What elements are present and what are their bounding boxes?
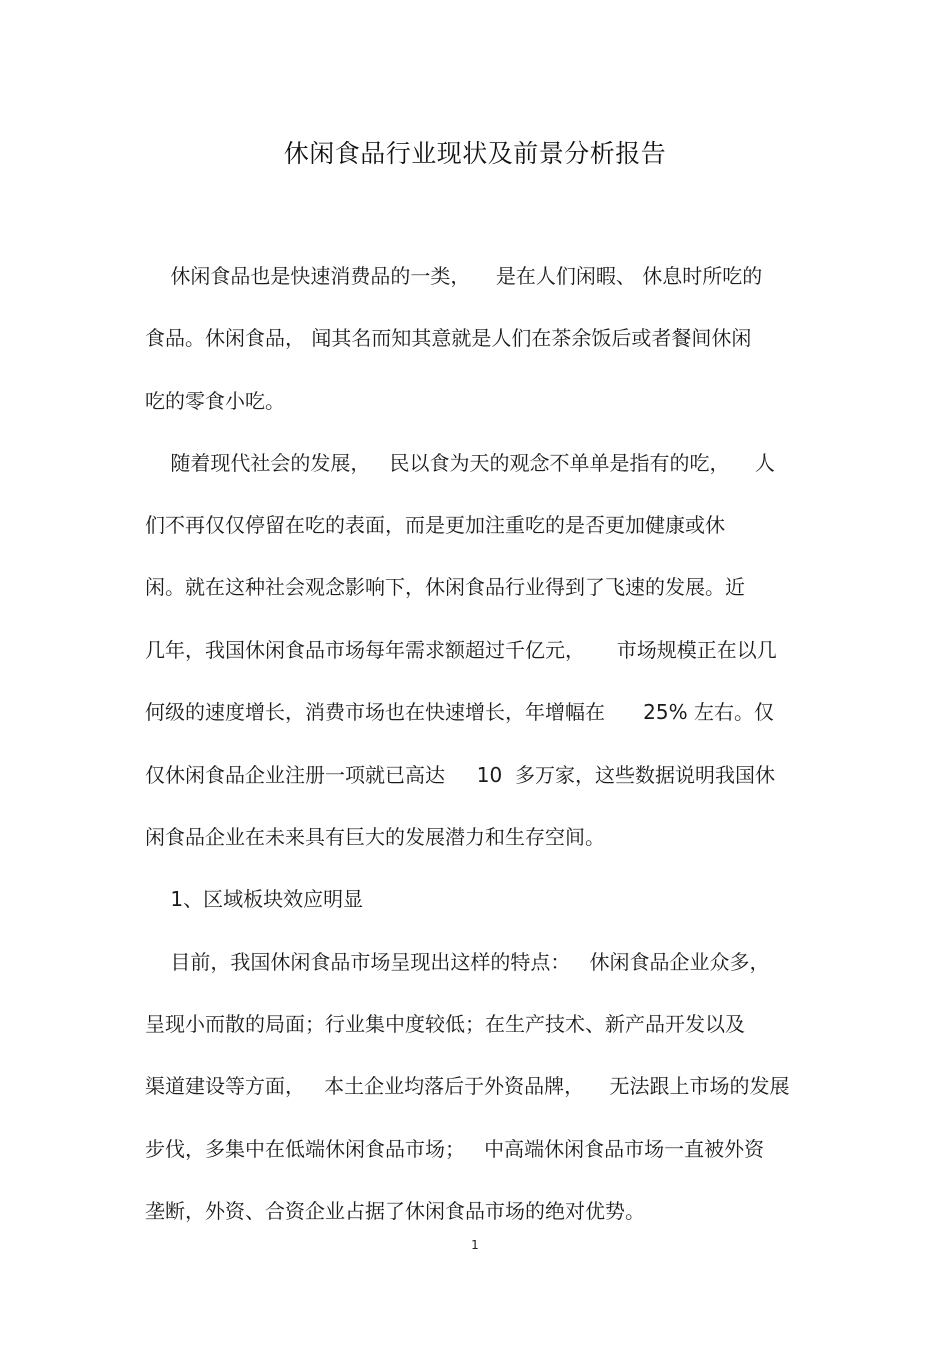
text-line: 休闲食品也是快速消费品的一类， 是在人们闲暇、 休息时所吃的 — [145, 264, 763, 288]
text-line: 渠道建设等方面， 本土企业均落后于外资品牌， 无法跟上市场的发展 — [145, 1074, 790, 1098]
text-line: 步伐，多集中在低端休闲食品市场； 中高端休闲食品市场一直被外资 — [145, 1137, 765, 1161]
section-heading: 1、区域板块效应明显 — [145, 887, 364, 911]
text-line: 们不再仅仅停留在吃的表面，而是更加注重吃的是否更加健康或休 — [145, 513, 725, 537]
text-line: 吃的零食小吃。 — [145, 389, 285, 413]
text-line: 闲。就在这种社会观念影响下，休闲食品行业得到了飞速的发展。近 — [145, 575, 745, 599]
text-line: 仅休闲食品企业注册一项就已高达 10 多万家，这些数据说明我国休 — [145, 763, 775, 787]
text-line: 目前，我国休闲食品市场呈现出这样的特点： 休闲食品企业众多， — [145, 950, 770, 974]
text-line: 呈现小而散的局面；行业集中度较低；在生产技术、新产品开发以及 — [145, 1012, 745, 1036]
text-line: 随着现代社会的发展， 民以食为天的观念不单单是指有的吃， 人 — [145, 451, 775, 475]
text-line: 垄断，外资、合资企业占据了休闲食品市场的绝对优势。 — [145, 1199, 645, 1223]
text-line: 何级的速度增长，消费市场也在快速增长，年增幅在 25% 左右。仅 — [145, 700, 774, 724]
page-number: 1 — [471, 1238, 479, 1252]
text-line: 闲食品企业在未来具有巨大的发展潜力和生存空间。 — [145, 825, 605, 849]
document-title: 休闲食品行业现状及前景分析报告 — [283, 139, 667, 168]
text-line: 几年，我国休闲食品市场每年需求额超过千亿元， 市场规模正在以几 — [145, 638, 777, 662]
text-line: 食品。休闲食品， 闻其名而知其意就是人们在茶余饭后或者餐间休闲 — [145, 326, 752, 350]
